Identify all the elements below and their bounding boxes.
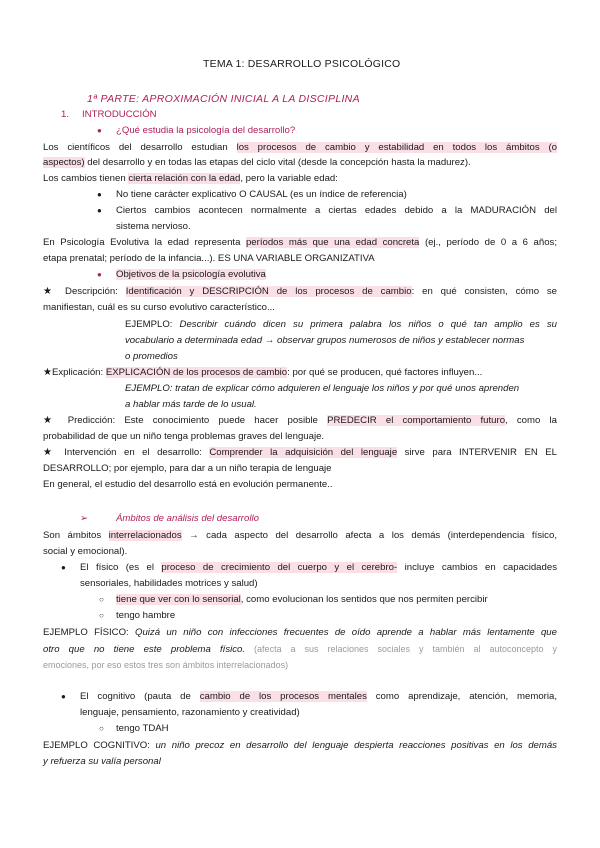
evol-line-2: etapa prenatal; período de la infancia...). ES UNA VARIABLE ORGANIZATIVA	[43, 253, 375, 264]
text-span: El físico (es el	[80, 562, 162, 573]
fisico-example-2	[43, 642, 557, 657]
text-span: incluye cambios en capacidades	[397, 562, 557, 573]
fisico-sub-2: tengo hambre	[116, 610, 176, 621]
text-span: Descripción:	[57, 286, 126, 297]
text-span: : por qué se producen, qué factores influyen...	[287, 367, 483, 378]
cognitivo-line-2: lenguaje, pensamiento, razonamiento y creatividad)	[80, 707, 300, 718]
highlight: EXPLICACIÓN de los procesos de cambio	[105, 367, 288, 378]
fisico-example-note: emociones, por eso estos tres son ámbitos interrelacionados)	[43, 660, 289, 670]
bullet-icon: ●	[97, 270, 102, 279]
ambitos-line-2: social y emocional).	[43, 546, 128, 557]
description-example-1	[125, 318, 557, 333]
text-span: un niño precoz en desarrollo del lenguaje despierta reacciones positivas en los demás	[155, 740, 557, 751]
text-span: El cognitivo (pauta de	[80, 691, 200, 702]
highlight: cierta relación con la edad	[128, 173, 241, 184]
star-icon: ★	[43, 286, 58, 297]
text-span: Intervención en el desarrollo:	[56, 447, 210, 458]
general-note: En general, el estudio del desarrollo está en evolución permanente..	[43, 479, 333, 490]
text-span: EJEMPLO:	[125, 319, 173, 330]
age-bullet-2-cont: sistema nervioso.	[116, 221, 191, 232]
age-bullet-1: No tiene carácter explicativo O CAUSAL (es un índice de referencia)	[116, 189, 407, 200]
text-span: , como evolucionan los sentidos que nos permiten percibir	[240, 594, 488, 605]
text-span: Explicación:	[51, 367, 106, 378]
bullet-icon: ●	[61, 563, 66, 572]
text-span: Los cambios tienen	[43, 173, 129, 184]
star-icon: ★	[43, 447, 57, 458]
objective-description	[43, 285, 557, 300]
section-title: INTRODUCCIÓN	[82, 109, 157, 120]
description-example-2: vocabulario a determinada edad → observar grupos numerosos de niños y establecer normas	[125, 335, 525, 346]
objective-intervention	[43, 446, 557, 461]
text-span: EJEMPLO FÍSICO:	[43, 627, 135, 638]
objective-prediction-cont: probabilidad de que un niño tenga problemas graves del lenguaje.	[43, 431, 325, 442]
cognitivo-sub-1: tengo TDAH	[116, 723, 169, 734]
highlight: Objetivos de la psicología evolutiva	[116, 269, 266, 280]
objectives-heading	[116, 268, 266, 283]
highlight: los procesos de cambio y estabilidad en todos los ámbitos (o	[236, 142, 558, 153]
fisico-sub-1	[116, 593, 488, 608]
objective-description-cont: manifiestan, cuál es su curso evolutivo característico...	[43, 302, 275, 313]
text-span: sirve para INTERVENIR EN EL	[397, 447, 557, 458]
description-example-3: o promedios	[125, 351, 178, 362]
explanation-example-2: a hablar más tarde de lo usual.	[125, 399, 257, 410]
circle-bullet-icon: ○	[99, 611, 104, 620]
ambitos-heading: Ámbitos de análisis del desarrollo	[116, 513, 259, 524]
fisico-example-1	[43, 626, 557, 641]
objective-prediction	[43, 414, 557, 429]
circle-bullet-icon: ○	[99, 724, 104, 733]
highlight: interrelacionados	[108, 530, 182, 541]
highlight: períodos más que una edad concreta	[245, 237, 420, 248]
age-line	[43, 172, 338, 187]
circle-bullet-icon: ○	[99, 595, 104, 604]
section-number: 1.	[61, 109, 70, 120]
document-title: TEMA 1: DESARROLLO PSICOLÓGICO	[203, 58, 401, 70]
fisico-line-2: sensoriales, habilidades motrices y salud)	[80, 578, 258, 589]
text-span: (ej., período de 0 a 6 años;	[419, 237, 557, 248]
text-span: , como la	[505, 415, 558, 426]
text-span: Predicción: Este conocimiento puede hacer posible	[58, 415, 328, 426]
highlight: PREDECIR el comportamiento futuro	[327, 415, 506, 426]
bullet-icon: ●	[97, 206, 102, 215]
bullet-icon: ●	[97, 190, 102, 199]
explanation-example-1: EJEMPLO: tratan de explicar cómo adquieren el lenguaje los niños y por qué unos aprenden	[125, 383, 520, 394]
star-icon: ★	[43, 367, 52, 378]
cognitivo-line-1	[80, 690, 557, 705]
part-heading: 1ª PARTE: APROXIMACIÓN INICIAL A LA DISCIPLINA	[87, 93, 360, 105]
highlight: Comprender la adquisición del lenguaje	[209, 447, 398, 458]
text-span: : en qué consisten, cómo se	[411, 286, 558, 297]
ambitos-line-1	[43, 529, 557, 544]
fisico-line-1	[80, 561, 557, 576]
intro-line-1	[43, 141, 557, 156]
text-span: Los científicos del desarrollo estudian	[43, 142, 237, 153]
highlight: Identificación y DESCRIPCIÓN de los procesos de cambio	[125, 286, 412, 297]
highlight: cambio de los procesos mentales	[199, 691, 367, 702]
text-span: En Psicología Evolutiva la edad representa	[43, 237, 246, 248]
text-span: Son ámbitos	[43, 530, 109, 541]
evol-line-1	[43, 236, 557, 251]
intro-line-2	[43, 156, 471, 171]
text-span: otro que no tiene este problema físico.	[43, 644, 246, 655]
objective-intervention-cont: DESARROLLO; por ejemplo, para dar a un niño terapia de lenguaje	[43, 463, 332, 474]
objective-explanation	[43, 366, 482, 381]
highlight: tiene que ver con lo sensorial	[116, 594, 241, 605]
cognitivo-example-2: y refuerza su valía personal	[43, 756, 161, 767]
text-span: del desarrollo y en todas las etapas del ciclo vital (desde la concepción hasta la madurez).	[84, 157, 471, 168]
text-span: → cada aspecto del desarrollo afecta a los demás (interdependencia físico,	[181, 530, 557, 541]
bullet-icon: ●	[61, 692, 66, 701]
question-heading: ¿Qué estudia la psicología del desarrollo?	[116, 125, 296, 136]
star-icon: ★	[43, 415, 59, 426]
bullet-icon: ●	[97, 126, 102, 135]
age-bullet-2: Ciertos cambios acontecen normalmente a ciertas edades debido a la MADURACIÓN del	[116, 205, 557, 216]
highlight: aspectos)	[43, 157, 85, 168]
text-span: , pero la variable edad:	[240, 173, 338, 184]
text-span: como aprendizaje, atención, memoria,	[366, 691, 557, 702]
text-span: Quizá un niño con infecciones frecuentes de oído aprende a hablar más lentamente que	[135, 627, 557, 638]
text-span: Describir cuándo dicen su primera palabra los niños o qué tan amplio es su	[172, 319, 557, 330]
highlight: proceso de crecimiento del cuerpo y el cerebro-	[161, 562, 398, 573]
cognitivo-example-1	[43, 739, 557, 754]
text-span: EJEMPLO COGNITIVO:	[43, 740, 156, 751]
arrow-icon: ➢	[80, 513, 89, 524]
text-span: (afecta a sus relaciones sociales y también al autoconcepto y	[245, 644, 557, 654]
